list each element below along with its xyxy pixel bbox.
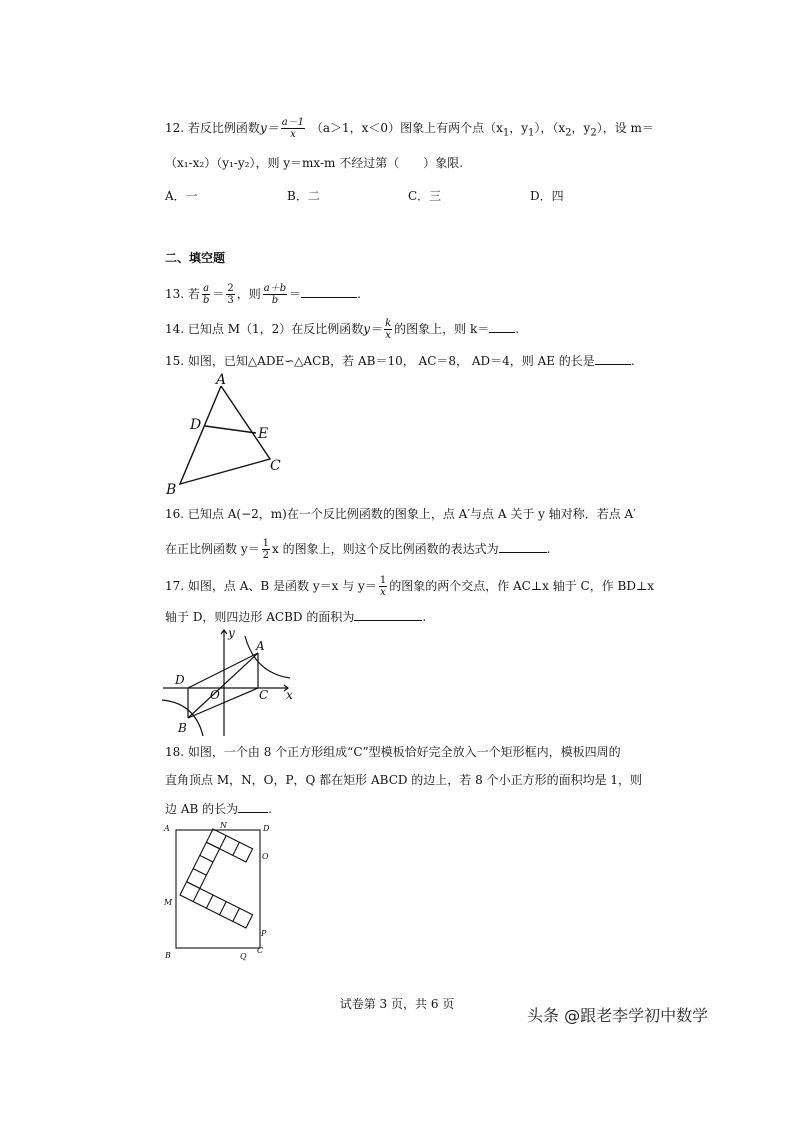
q16-line1: 16. 已知点 A(−2，m)在一个反比例函数的图象上，点 A′与点 A 关于 y 轴对称．若点 A′ [165,507,636,521]
label-D: D [190,417,202,433]
q17-line1: 17. 如图，点 A、B 是函数 y＝x 与 y＝ $\frac{1}{x}$ 的图象的两个交点，作 AC⊥x 轴于 C，作 BD⊥x [165,575,655,598]
label-y: y [228,626,235,640]
label-C: C [259,688,269,702]
page-footer: 试卷第 3 页，共 6 页 [339,997,455,1011]
label-D: D [263,824,270,833]
answer-blank[interactable] [595,352,631,365]
label-Q: Q [240,952,247,961]
label-D: D [175,673,185,687]
label-x: x [286,688,293,702]
question-number: 12. [165,121,185,135]
triangle-figure [160,372,290,502]
answer-blank[interactable] [489,320,515,333]
label-P: P [261,929,267,938]
q14: 14. 已知点 M（1，2）在反比例函数y＝ $\frac{k}{x}$ 的图象上，则 k＝ . [165,318,520,341]
label-B: B [166,482,177,498]
c-template-figure [160,822,275,964]
q17-line2: 轴于 D，则四边形 ACBD 的面积为 . [165,610,427,624]
option-b: B．二 [287,189,320,203]
fraction: $\frac{a-1}{x}$ [281,117,305,140]
q12-line2: （x₁-x₂）（y₁-y₂），则 y＝mx-m 不经过第（ ）象限. [165,156,464,170]
option-d: D．四 [530,189,564,203]
q13: 13. 若 $\frac{a}{b}$ ＝ $\frac{2}{3}$ ，则 $\frac{a+b}{b}$ ＝ . [165,283,361,306]
answer-blank[interactable] [301,285,357,298]
label-B: B [178,721,187,735]
option-a: A．一 [165,189,198,203]
answer-blank[interactable] [499,540,547,553]
label-A: A [216,372,227,388]
q12-line1: 12. 若反比例函数y＝ $\frac{a-1}{x}$ （a＞1，x＜0）图象上有两个点（$x_1$，$y_1$），（$x_2$，$y_2$），设 m＝ [165,117,654,140]
option-c: C．三 [408,189,442,203]
label-M: M [164,898,173,907]
label-N: N [220,821,227,830]
watermark: 头条 @跟老李学初中数学 [527,1006,709,1025]
label-C: C [257,946,264,955]
label-A: A [256,639,265,653]
label-E: E [258,426,269,442]
label-A: A [164,824,170,833]
q15: 15. 如图，已知△ADE∽△ACB，若 AB＝10， AC＝8， AD＝4，则 AE 的长是 . [165,354,635,368]
q18-line1: 18. 如图，一个由 8 个正方形组成“C”型模板恰好完全放入一个矩形框内，模板四周的 [165,745,621,759]
label-O: O [262,852,269,861]
section-title: 二、填空题 [165,251,226,265]
answer-blank[interactable] [238,800,268,813]
q16-line2: 在正比例函数 y＝ $\frac{1}{2}$ x 的图象上，则这个反比例函数的表达式为 . [165,538,551,561]
answer-blank[interactable] [354,608,422,621]
q18-line2: 直角顶点 M，N，O，P，Q 都在矩形 ABCD 的边上，若 8 个小正方形的面积均是 1，则 [165,773,643,787]
q18-line3: 边 AB 的长为 . [165,802,272,816]
label-C: C [270,458,281,474]
coordinate-figure [160,628,295,738]
label-O: O [210,688,220,702]
label-B: B [165,951,171,960]
